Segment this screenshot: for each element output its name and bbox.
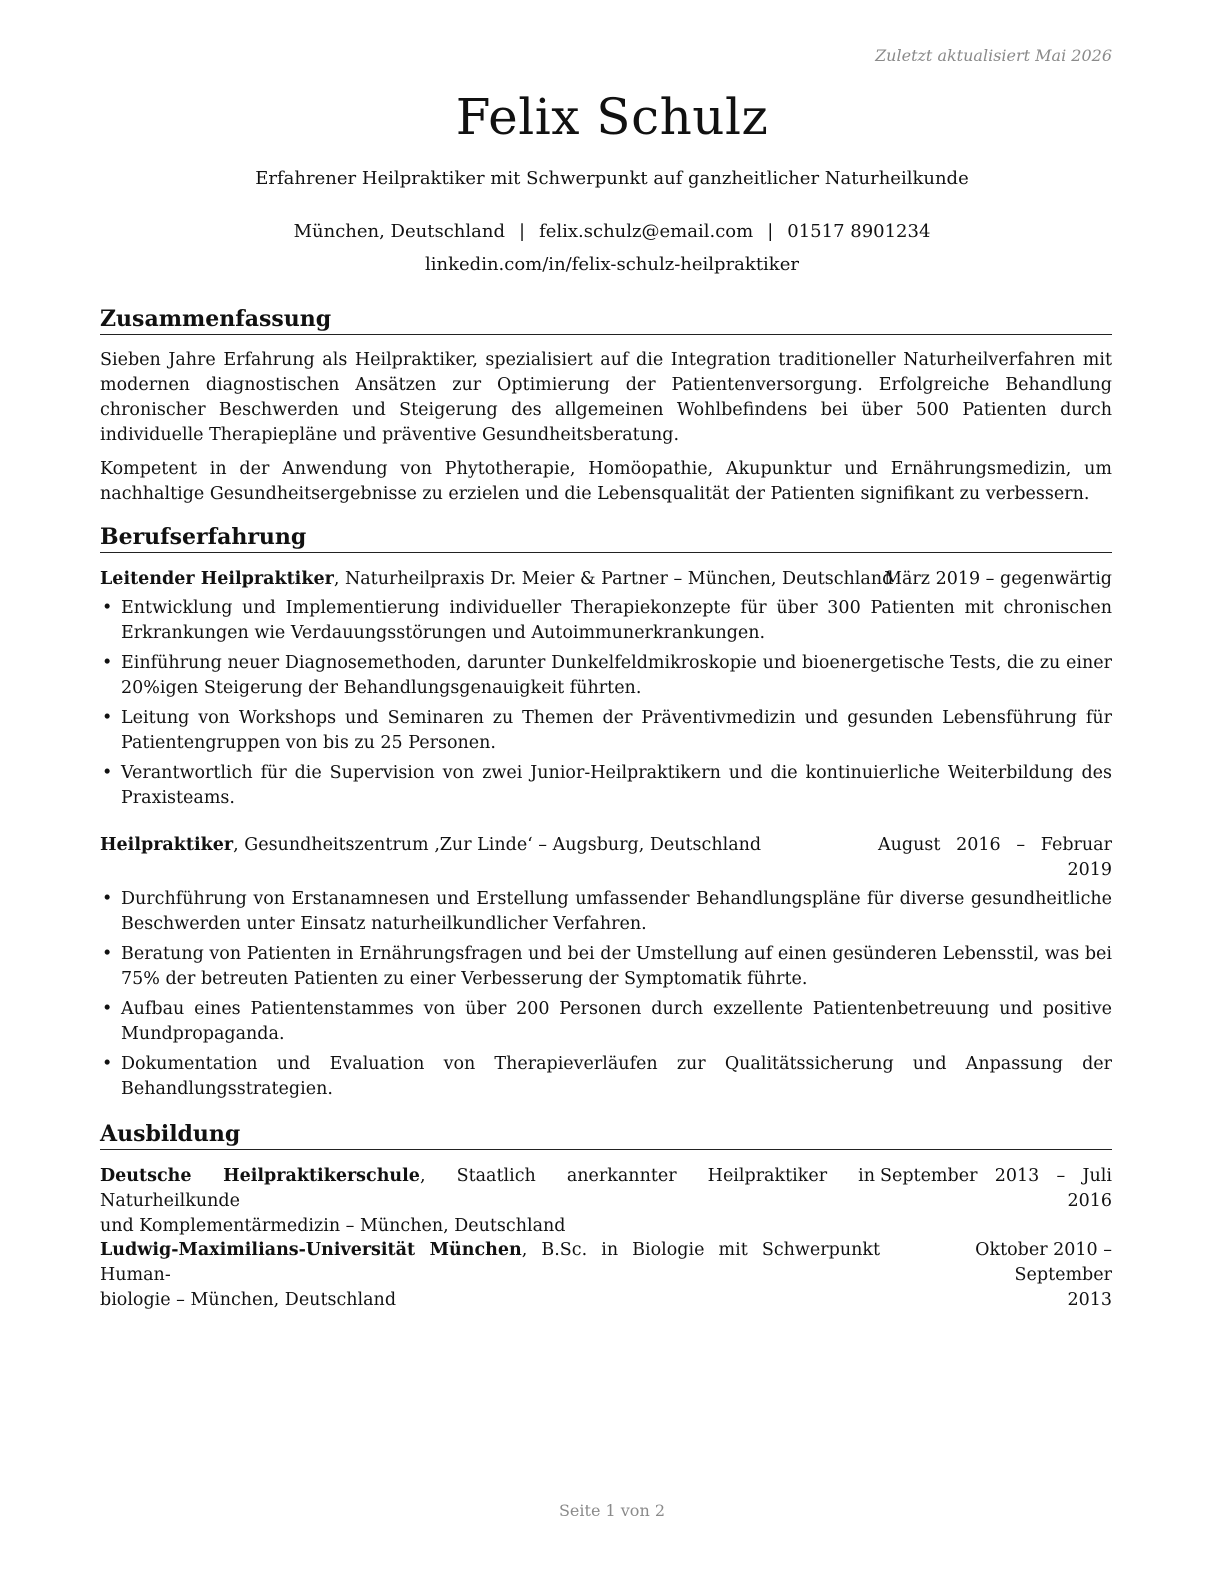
linkedin-link[interactable]: linkedin.com/in/felix-schulz-heilpraktiker xyxy=(425,254,799,275)
job-bullets xyxy=(100,596,1112,811)
education-dates-line: 2016 xyxy=(1067,1191,1112,1211)
last-updated: Zuletzt aktualisiert Mai 2026 xyxy=(875,46,1112,65)
job-dates-line: 2019 xyxy=(1067,860,1112,880)
section-title-education: Ausbildung xyxy=(100,1120,1112,1150)
experience-section xyxy=(100,523,1112,1107)
degree-continued: und Komplementärmedizin – München, Deutschland xyxy=(100,1216,566,1236)
job-header xyxy=(100,567,1112,592)
candidate-name: Felix Schulz xyxy=(455,88,769,146)
job-dates: März 2019 – gegenwärtig xyxy=(884,569,1112,589)
job-org: , Naturheilpraxis Dr. Meier & Partner – München, Deutschland xyxy=(333,569,894,589)
list-item: • Entwicklung und Implementierung individueller Therapiekonzepte für über 300 Patienten mit chronischen Erkrankungen wie Verdauungsstörungen und Autoimmunerkrankungen. xyxy=(100,596,1112,646)
list-item: • Beratung von Patienten in Ernährungsfragen und bei der Umstellung auf einen gesünderen Lebensstil, was bei 75% der betreuten Patienten zu einer Verbesserung der Symptomatik führte. xyxy=(100,942,1112,992)
email-link[interactable]: felix.schulz@email.com xyxy=(539,221,754,242)
education-dates xyxy=(880,1164,1112,1214)
section-title-summary: Zusammenfassung xyxy=(100,305,1112,335)
list-item: • Durchführung von Erstanamnesen und Erstellung umfassender Behandlungspläne für diverse gesundheitliche Beschwerden unter Einsatz naturheilkundlicher Verfahren. xyxy=(100,887,1112,937)
contact-line xyxy=(0,221,1224,242)
list-item: • Dokumentation und Evaluation von Therapieverläufen zur Qualitätssicherung und Anpassung der Behandlungsstrategien. xyxy=(100,1052,1112,1102)
job-dates-line: August 2016 – Februar xyxy=(878,835,1112,855)
list-item: • Aufbau eines Patientenstammes von über 200 Personen durch exzellente Patientenbetreuung und positive Mundpropaganda. xyxy=(100,997,1112,1047)
tagline: Erfahrener Heilpraktiker mit Schwerpunkt auf ganzheitlicher Naturheilkunde xyxy=(255,168,969,189)
job-header xyxy=(100,833,1112,883)
list-item: • Leitung von Workshops und Seminaren zu Themen der Präventivmedizin und gesunden Lebensführung für Patientengruppen von bis zu 25 Personen. xyxy=(100,706,1112,756)
section-title-experience: Berufserfahrung xyxy=(100,523,1112,553)
job-entry xyxy=(100,833,1112,1102)
education-dates-line: Oktober 2010 – September xyxy=(975,1240,1112,1285)
school-name: Ludwig-Maximilians-Universität München xyxy=(100,1240,522,1260)
summary-paragraph: Sieben Jahre Erfahrung als Heilpraktiker, spezialisiert auf die Integration traditioneller Naturheilverfahren mit modernen diagnostischen Ansätzen zur Optimierung der Patientenversorgung. Erfolgreiche Behandlung chronischer Beschwerden und Steigerung des allgemeinen Wohlbefindens bei über 500 Patienten durch individuelle Therapiepläne und präventive Gesundheitsberatung. xyxy=(100,350,1112,445)
education-entry xyxy=(100,1238,1112,1310)
education-section xyxy=(100,1120,1112,1310)
degree: , B.Sc. in Biologie mit Schwerpunkt Human- xyxy=(100,1240,880,1285)
job-dates xyxy=(878,833,1112,883)
job-role: Heilpraktiker xyxy=(100,835,234,855)
job-org: , Gesundheitszentrum ‚Zur Linde‘ – Augsburg, Deutschland xyxy=(233,835,762,855)
location: München, Deutschland xyxy=(293,221,505,242)
phone: 01517 8901234 xyxy=(787,221,931,242)
job-role: Leitender Heilpraktiker xyxy=(100,569,334,589)
separator: | xyxy=(767,221,774,242)
degree: , Staatlich anerkannter Heilpraktiker in Naturheilkunde xyxy=(100,1166,875,1211)
list-item: • Verantwortlich für die Supervision von zwei Junior-Heilpraktikern und die kontinuierliche Weiterbildung des Praxisteams. xyxy=(100,761,1112,811)
education-dates xyxy=(884,1238,1112,1313)
job-bullets xyxy=(100,887,1112,1102)
school-name: Deutsche Heilpraktikerschule xyxy=(100,1166,420,1186)
education-dates-line: 2013 xyxy=(1067,1290,1112,1310)
summary-section xyxy=(100,305,1112,507)
page-number: Seite 1 von 2 xyxy=(558,1501,666,1520)
separator: | xyxy=(518,221,526,242)
job-entry xyxy=(100,567,1112,811)
education-dates-line: September 2013 – Juli xyxy=(880,1166,1112,1186)
degree-continued: biologie – München, Deutschland xyxy=(100,1290,397,1310)
list-item: • Einführung neuer Diagnosemethoden, darunter Dunkelfeldmikroskopie und bioenergetische Tests, die zu einer 20%igen Steigerung der Behandlungsgenauigkeit führten. xyxy=(100,651,1112,701)
education-entry xyxy=(100,1164,1112,1236)
summary-paragraph: Kompetent in der Anwendung von Phytotherapie, Homöopathie, Akupunktur und Ernährungsmedizin, um nachhaltige Gesundheitsergebnisse zu erzielen und die Lebensqualität der Patienten signifikant zu verbessern. xyxy=(100,459,1112,504)
